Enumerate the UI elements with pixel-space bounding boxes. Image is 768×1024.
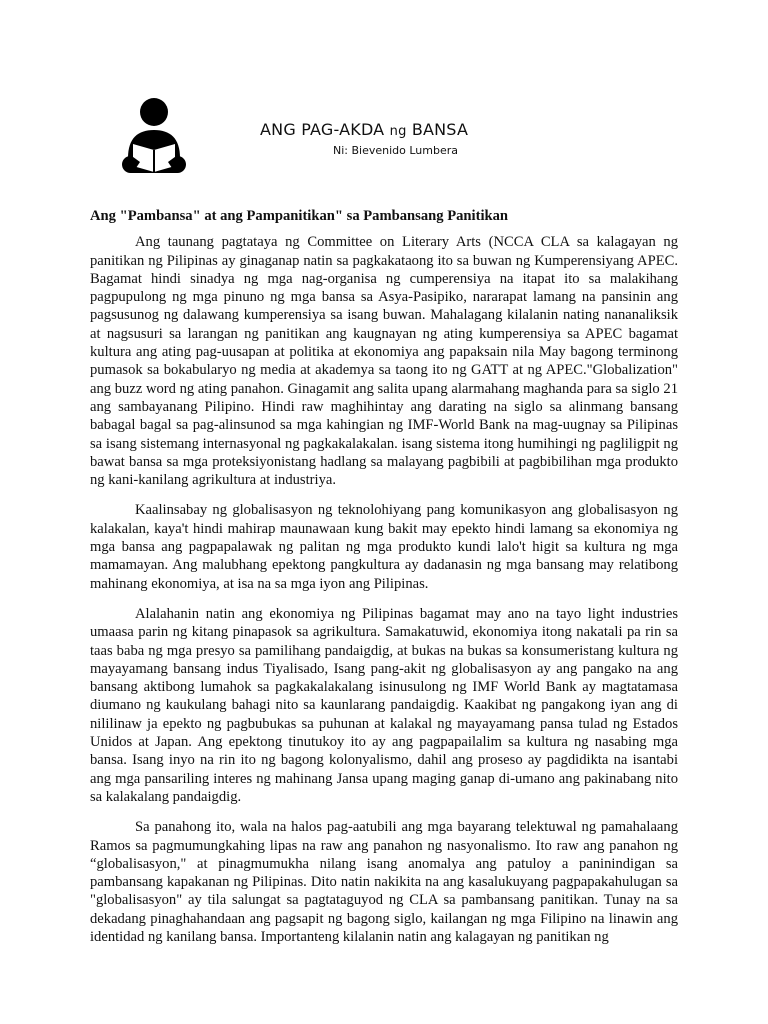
- title-part-1: ANG PAG-AKDA: [260, 120, 390, 139]
- section-heading: Ang "Pambansa" at ang Pampanitikan" sa Pambansang Panitikan: [90, 208, 509, 224]
- title-part-2: ng: [389, 124, 407, 139]
- paragraph-3: Alalahanin natin ang ekonomiya ng Pilipinas bagamat may ano na tayo light industries umaasa parin ng kitang pinapasok sa agrikultura. Samakatuwid, ekonomiya itong nakatali pa rin sa taas baba ng mga presyo sa pamilihang pandaigdig, at bukas na bukas sa konsumeristang kultura ng mayayamang bansang indus Tiyalisado, Isang pang-akit ng globalisasyon ay ang pangako na ang bansang aktibong lumahok sa pagkakalakalang isinusulong ng IMF World Bank ay magtatamasa diumano ng kaukulang bahagi nito sa kaunlarang pandaigdig. Kaakibat ng pangakong iyan ang di nililinaw ja epekto ng pagbubukas sa puhunan at kalakal ng mayayamang pansa tulad ng Estados Unidos at Japan. Ang epektong tinutukoy ito ay ang pagpapailalim sa kultura ng nasabing mga bansa. Isang inyo na rin ito ng bagong kolonyalismo, dahil ang proseso ay pagdidikta na isantabi ang mga pansariling interes ng mahinang Jansa upang maging ganap di-umano ang pakinabang nito sa kalakalang pandaigdig.: [90, 605, 678, 805]
- author-byline: Ni: Bievenido Lumbera: [333, 144, 459, 157]
- paragraph-2: Kaalinsabay ng globalisasyon ng teknolohiyang pang komunikasyon ang globalisasyon ng kalakalan, kaya't hindi mahirap maunawaan kung bakit may epekto hindi lamang sa ekonomiya ng mga bansa ang pagpapalawak ng palitan ng mga produkto kundi lalo't higit sa kultura ng mga mamamayan. Ang malubhang epektong pangkultura ay dadanasin ng mga bansang may relatibong mahinang ekonomiya, at isa na sa mga iyon ang Pilipinas.: [90, 502, 678, 592]
- title-part-3: BANSA: [406, 120, 469, 139]
- paragraph-1: Ang taunang pagtataya ng Committee on Literary Arts (NCCA CLA sa kalagayan ng panitikan ng Pilipinas ay ginaganap natin sa pagkakataong ito sa buwan ng Kumperensiyang APEC. Bagamat hindi sinadya ng mga nag-organisa ng cumperensiya na itapat ito sa malakihang pagpupulong ng mga pinuno ng mga bansa sa Asya-Pasipiko, nararapat lamang na pansinin ang pagsusunog ng dalawang kumperensiya sa isang buwan. Mahalagang kilalanin nating nananaliksik at nagsusuri sa larangan ng panitikan ang kaugnayan ng ating kumperensiya sa APEC bagamat kultura ang ating pag-uusapan at politika at ekonomiya ang papaksain nila May bagong terminong pumasok sa bokabularyo ng media at akademya sa taong ito ng GATT at ng APEC."Globalization" ang buzz word ng ating panahon. Ginagamit ang salita upang alarmahang maghanda para sa siglo 21 ang sambayanang Pilipino. Hindi raw maghihintay ang darating na siglo sa alinmang bansang babagal bagal sa pag-alinsunod sa mga kahingian ng IMF-World Bank na mag-uugnay sa Pilipinas sa isang sistemang internasyonal ng pagkakalakalan. isang sistema itong humihingi ng pagliligpit ng bawat bansa sa mga proteksiyonistang hadlang sa malayang pagbibili at pagbibilihan mga produkto ng kani-kanilang agrikultura at industriya.: [90, 234, 678, 489]
- paragraph-4: Sa panahong ito, wala na halos pag-aatubili ang mga bayarang telektuwal ng pamahalaang Ramos sa pagmumungkahing lipas na raw ang panahon ng nasyonalismo. Ito raw ang panahon ng “globalisasyon," at pinagmumukha nilang isang anomalya ang patuloy a paninindigan sa pambansang kapakanan ng Pilipinas. Dito natin nakikita na ang kasalukuyang pagpapakahulugan sa "globalisasyon" ay tila salungat sa pagtataguyod ng CLA sa pambansang panitikan. Tunay na sa dekadang pinaghahandaan ang pagsapit ng bagong siglo, kailangan ng mga Filipino na linawin ang identidad ng kanilang bansa. Importanteng kilalanin natin ang kalagayan ng panitikan ng: [90, 819, 678, 945]
- article-body: [90, 207, 678, 958]
- page-title: [260, 120, 560, 139]
- reader-icon: [118, 96, 190, 178]
